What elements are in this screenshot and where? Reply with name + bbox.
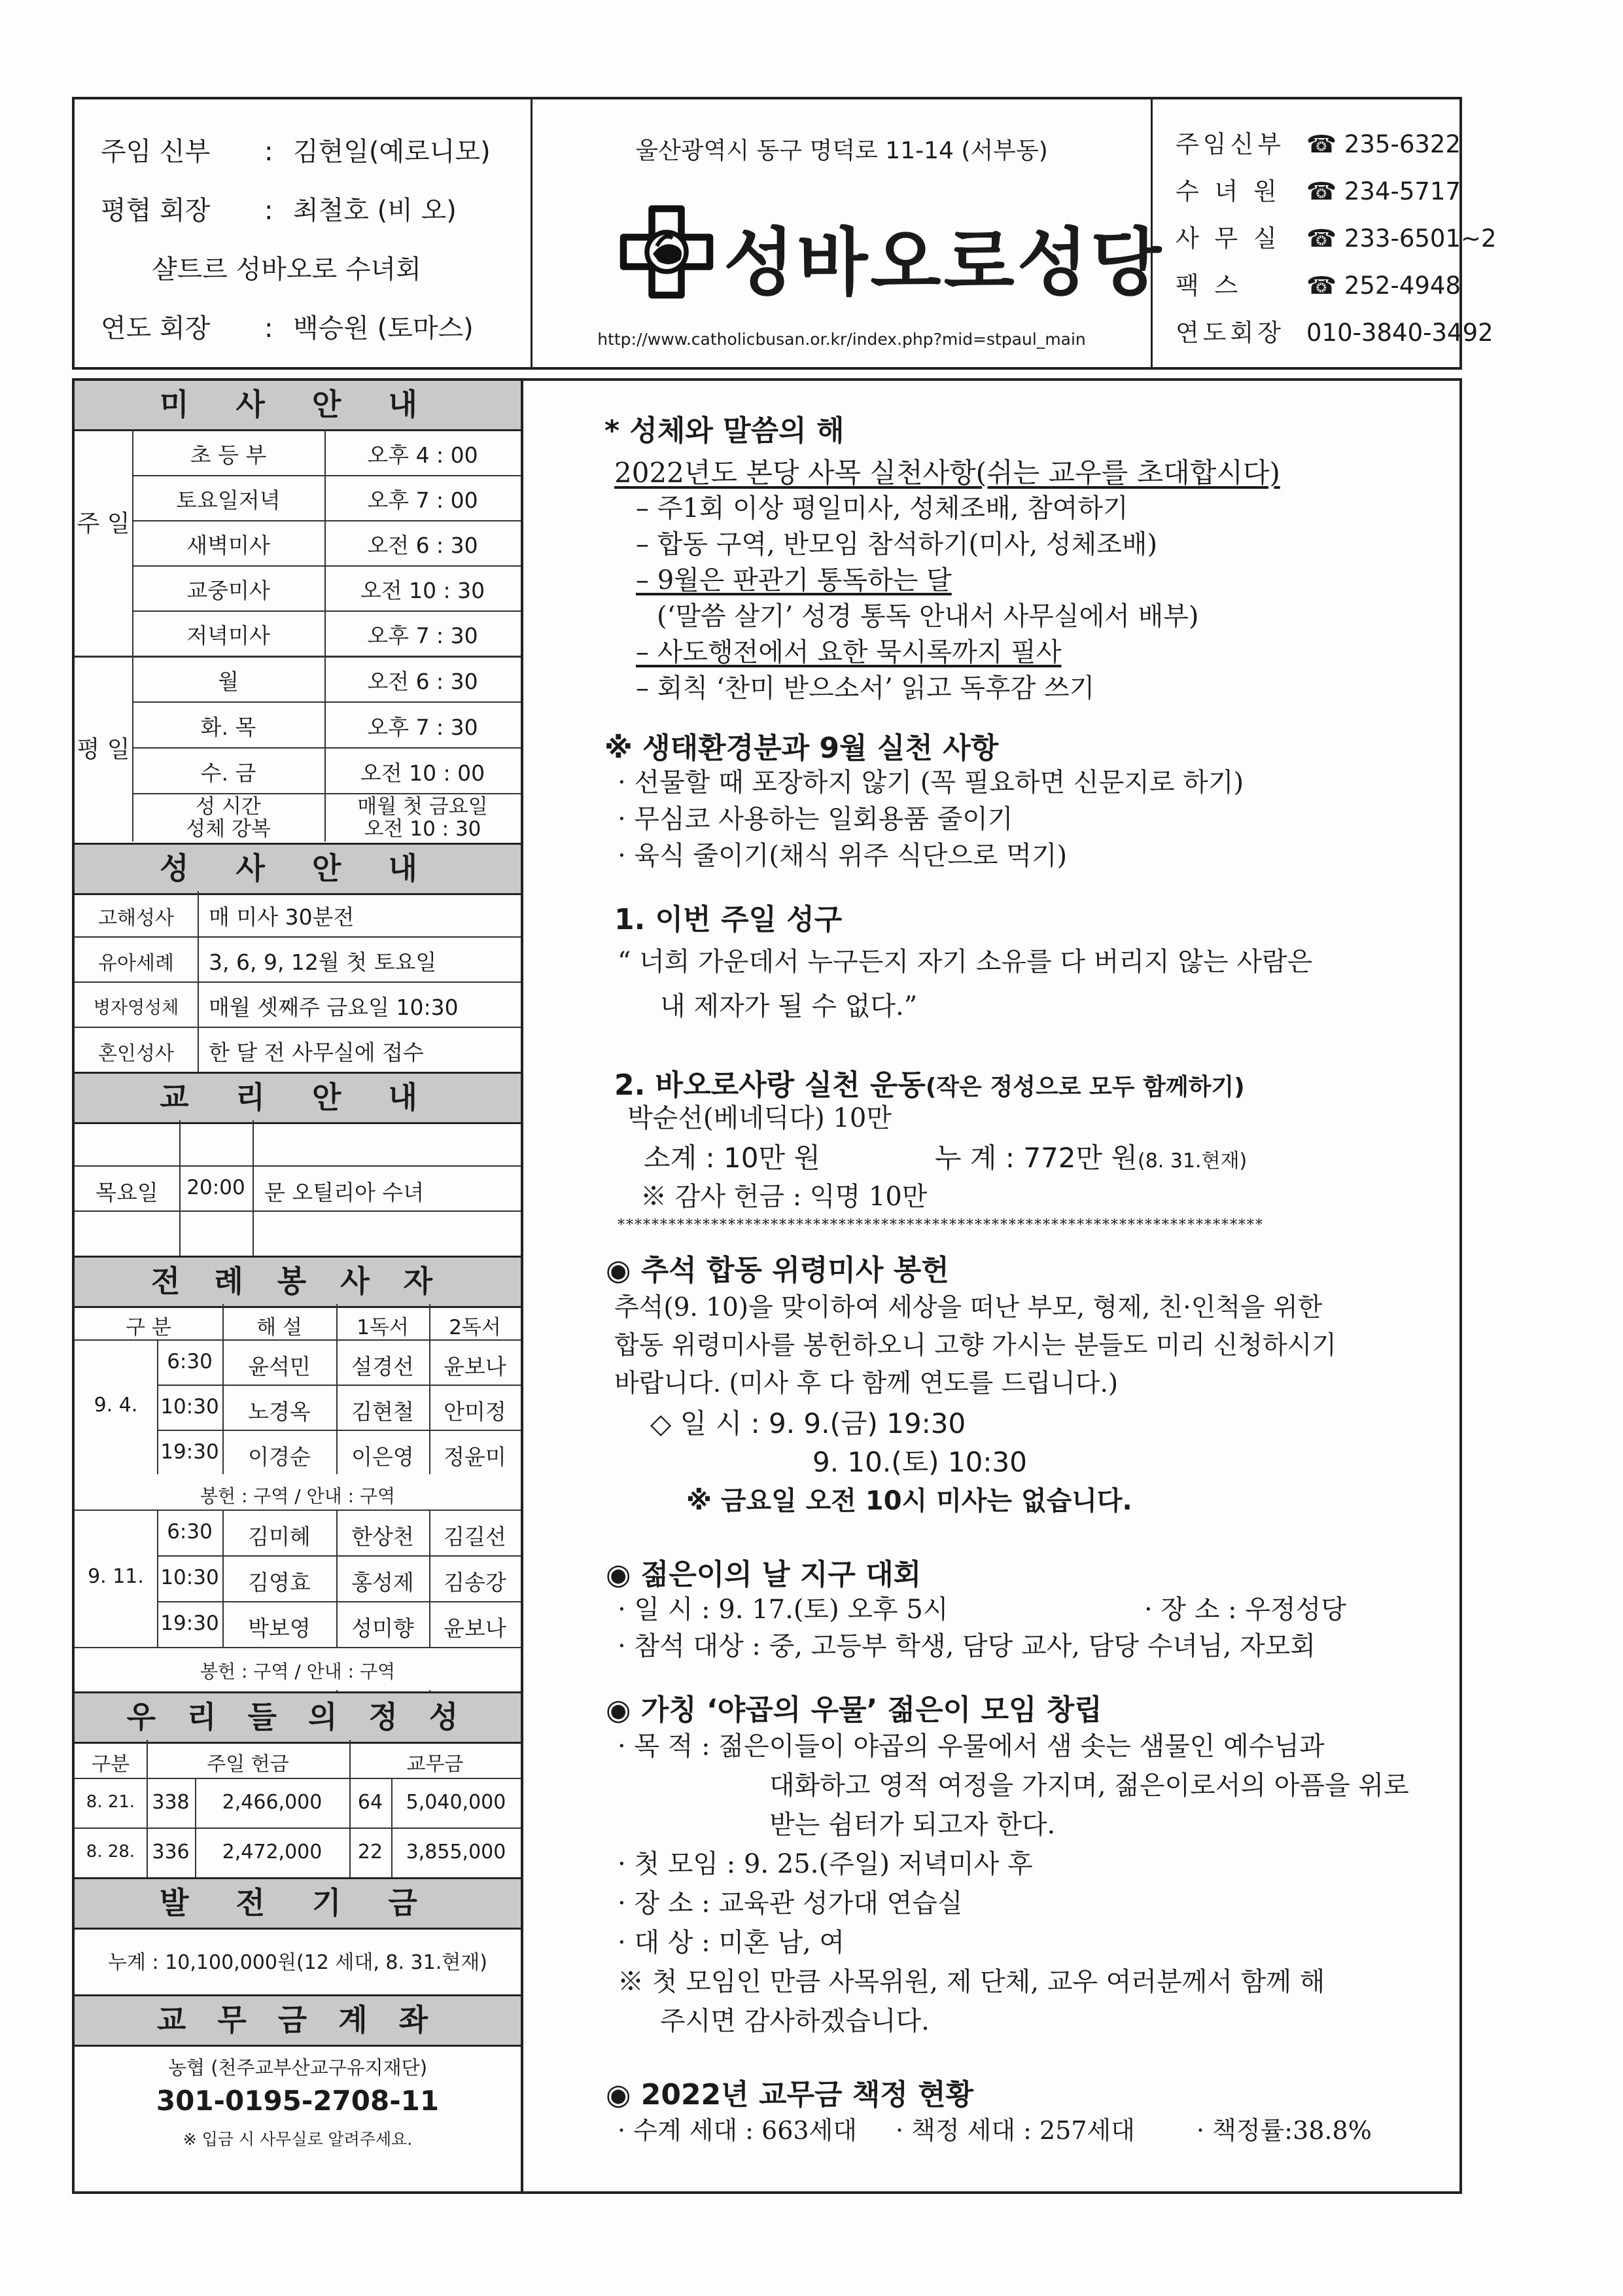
youth-date: · 일 시 : 9. 17.(토) 오후 5시	[618, 1595, 949, 1625]
ministers-reader1: 홍성제	[351, 1570, 414, 1595]
account-bank: 농협 (천주교부산교구유지재단)	[167, 2057, 428, 2079]
youth-title: ◉ 젊은이의 날 지구 대회	[606, 1558, 922, 1591]
section-divider: ****************************************************************************	[618, 1217, 1264, 1233]
jacob-first-meeting: · 첫 모임 : 9. 25.(주일) 저녁미사 후	[618, 1849, 1033, 1879]
offerings-header: 구분	[92, 1753, 130, 1776]
offerings-sunday-amount: 2,466,000	[222, 1791, 323, 1814]
contact-row: 사 무 실 ☎ 233-6501~2	[1176, 224, 1497, 253]
year-item: – 사도행전에서 요한 묵시록까지 필사	[636, 637, 1062, 667]
youth-place: · 장 소 : 우정성당	[1144, 1595, 1346, 1625]
mass-name: 토요일저녁	[176, 487, 281, 513]
catechism-table	[75, 1120, 521, 1256]
offerings-section-title: 우 리 들 의 정 성	[75, 1691, 521, 1744]
offerings-header: 교무금	[406, 1753, 464, 1776]
contact-row: 팩 스 ☎ 252-4948	[1176, 272, 1461, 300]
sacrament-name: 유아세례	[98, 952, 174, 975]
chuseok-line: 합동 위령미사를 봉헌하오니 고향 가시는 분들도 미리 신청하시기	[614, 1331, 1336, 1360]
ministers-reader2: 정윤미	[444, 1444, 506, 1470]
mass-time: 오전 10 : 30	[360, 578, 485, 603]
offerings-sunday-count: 336	[152, 1841, 190, 1863]
sunday-label: 주 일	[77, 510, 130, 537]
contact-row: 주임신부 ☎ 235-6322	[1176, 130, 1461, 158]
mass-time: 매월 첫 금요일 오전 10 : 30	[357, 795, 488, 841]
ministers-date: 9. 4.	[94, 1394, 138, 1417]
mass-section-title: 미 사 안 내	[75, 381, 521, 431]
catechism-time: 20:00	[186, 1176, 245, 1199]
love-total: 누 계 : 772만 원(8. 31.현재)	[935, 1142, 1248, 1174]
ministers-commentator: 박보영	[248, 1616, 311, 1641]
ministers-reader2: 김길선	[444, 1524, 506, 1549]
year-item: – 주1회 이상 평일미사, 성체조배, 참여하기	[636, 493, 1128, 523]
ministers-time: 19:30	[160, 1612, 219, 1635]
ministers-date: 9. 11.	[88, 1565, 144, 1588]
ministers-time: 10:30	[160, 1395, 219, 1419]
ministers-header: 구 분	[126, 1316, 171, 1339]
offerings-dues-count: 22	[357, 1841, 383, 1863]
mass-time: 오후 7 : 30	[367, 623, 478, 648]
love-donor: 박순선(베네딕다) 10만	[627, 1103, 892, 1133]
church-logo	[532, 198, 1164, 306]
year-subtitle: 2022년도 본당 사목 실천사항(쉬는 교우를 초대합시다)	[614, 457, 1280, 489]
sacrament-info: 3, 6, 9, 12월 첫 토요일	[209, 949, 437, 975]
header-staff-row: 주임 신부 : 김현일(예로니모)	[101, 137, 491, 167]
ministers-commentator: 김영효	[248, 1570, 311, 1595]
youth-target: · 참석 대상 : 중, 고등부 학생, 담당 교사, 담당 수녀님, 자모회	[618, 1631, 1316, 1661]
contact-row: 연도회장 010-3840-3492	[1176, 319, 1493, 347]
cross-dove-icon	[618, 203, 716, 301]
mass-time: 오전 6 : 30	[367, 533, 478, 558]
chuseok-line: 바랍니다. (미사 후 다 함께 연도를 드립니다.)	[614, 1369, 1119, 1398]
header-staff-row: 연도 회장 : 백승원 (토마스)	[101, 313, 474, 344]
jacob-purpose: · 목 적 : 젊은이들이 야곱의 우물에서 샘 솟는 샘물인 예수님과	[618, 1731, 1325, 1761]
ministers-time: 6:30	[167, 1350, 213, 1373]
ministers-reader1: 성미향	[351, 1616, 414, 1641]
jacob-note: ※ 첫 모임인 만큼 사목위원, 제 단체, 교우 여러분께서 함께 해	[618, 1967, 1325, 1997]
ministers-time: 6:30	[167, 1520, 213, 1544]
verse-line: 내 제자가 될 수 없다.”	[660, 991, 918, 1021]
sacrament-table	[75, 891, 521, 1072]
jacob-target: · 대 상 : 미혼 남, 여	[618, 1928, 845, 1958]
ministers-reader2: 윤보나	[444, 1616, 506, 1641]
sacrament-info: 매 미사 30분전	[209, 904, 355, 930]
catechism-teacher: 문 오틸리아 수녀	[264, 1180, 425, 1205]
fund-section-title: 발 전 기 금	[75, 1877, 521, 1930]
ministers-commentator: 김미혜	[248, 1524, 311, 1549]
weekday-label: 평 일	[77, 736, 130, 763]
ministers-reader2: 김송강	[444, 1570, 506, 1595]
offerings-table	[75, 1740, 521, 1877]
offerings-dues-amount: 3,855,000	[406, 1841, 506, 1863]
mass-time: 오전 6 : 30	[367, 669, 478, 694]
header-contacts-box	[1153, 99, 1497, 367]
contact-row: 수 녀 원 ☎ 234-5717	[1176, 177, 1461, 205]
ministers-commentator: 윤석민	[248, 1354, 311, 1379]
chuseok-line: 추석(9. 10)을 맞이하여 세상을 떠난 부모, 형제, 친·인척을 위한	[614, 1293, 1323, 1322]
sacrament-name: 혼인성사	[98, 1042, 174, 1065]
account-number: 301-0195-2708-11	[156, 2085, 440, 2117]
sacrament-info: 매월 셋째주 금요일 10:30	[209, 995, 459, 1020]
ministers-table	[75, 1304, 521, 1691]
sacrament-name: 병자영성체	[93, 998, 179, 1018]
mass-name: 교중미사	[186, 578, 270, 603]
dues-set-households: · 책정 세대 : 257세대	[896, 2116, 1135, 2145]
year-item: – 합동 구역, 반모임 참석하기(미사, 성체조배)	[636, 529, 1158, 559]
ministers-header: 2독서	[449, 1316, 501, 1339]
church-url: http://www.catholicbusan.or.kr/index.php?mid=stpaul_main	[597, 330, 1086, 349]
verse-line: “ 너희 가운데서 누구든지 자기 소유를 다 버리지 않는 사람은	[618, 947, 1313, 977]
right-column	[532, 381, 1460, 2191]
dues-total-households: · 수계 세대 : 663세대	[618, 2116, 857, 2145]
mass-name: 초 등 부	[190, 442, 267, 468]
year-item: (‘말씀 살기’ 성경 통독 안내서 사무실에서 배부)	[657, 601, 1199, 631]
jacob-purpose: 대화하고 영적 여정을 가지며, 젊은이로서의 아픔을 위로	[769, 1771, 1409, 1801]
verse-title: 1. 이번 주일 성구	[614, 903, 843, 936]
year-item: – 9월은 판관기 통독하는 달	[636, 565, 952, 595]
ministers-header: 1독서	[357, 1316, 409, 1339]
ministers-time: 19:30	[160, 1440, 219, 1464]
year-title: * 성체와 말씀의 해	[604, 414, 845, 448]
mass-name: 성 시간 성체 강복	[186, 795, 271, 841]
eco-item: · 무심코 사용하는 일회용품 줄이기	[618, 804, 1013, 834]
offerings-sunday-amount: 2,472,000	[222, 1841, 323, 1863]
ministers-reader1: 김현철	[351, 1399, 414, 1424]
love-title: 2. 바오로사랑 실천 운동(작은 정성으로 모두 함께하기)	[614, 1069, 1245, 1102]
mass-name: 월	[218, 669, 239, 694]
jacob-title: ◉ 가칭 ‘야곱의 우물’ 젊은이 모임 창립	[606, 1693, 1102, 1727]
chuseok-date: 9. 10.(토) 10:30	[812, 1446, 1027, 1478]
ministers-reader2: 안미정	[444, 1399, 506, 1424]
sacrament-info: 한 달 전 사무실에 접수	[209, 1040, 424, 1065]
header-title-box	[532, 99, 1164, 367]
catechism-day: 목요일	[96, 1180, 158, 1205]
chuseok-date: ◇ 일 시 : 9. 9.(금) 19:30	[650, 1407, 966, 1439]
mass-time: 오후 7 : 00	[367, 487, 478, 513]
mass-name: 새벽미사	[186, 533, 270, 558]
chuseok-title: ◉ 추석 합동 위령미사 봉헌	[606, 1254, 949, 1287]
ministers-section-title: 전 례 봉 사 자	[75, 1256, 521, 1308]
ministers-commentator: 이경순	[248, 1444, 311, 1470]
love-thanks: ※ 감사 헌금 : 익명 10만	[640, 1182, 928, 1212]
ministers-commentator: 노경옥	[248, 1399, 311, 1424]
header-staff-row: 평협 회장 : 최철호 (비 오)	[101, 196, 457, 226]
ministers-note: 봉헌 : 구역 / 안내 : 구역	[200, 1485, 396, 1507]
header-staff-row: 샬트르 성바오로 수녀회	[152, 255, 421, 285]
catechism-section-title: 교 리 안 내	[75, 1072, 521, 1124]
mass-table	[75, 429, 521, 841]
eco-title: ※ 생태환경분과 9월 실천 사항	[604, 732, 999, 765]
ministers-reader1: 한상천	[351, 1524, 414, 1549]
love-subtotal: 소계 : 10만 원	[644, 1142, 820, 1174]
bulletin-body	[72, 378, 1462, 2194]
ministers-reader1: 설경선	[351, 1354, 414, 1379]
header-staff-box	[75, 99, 532, 367]
account-note: ※ 입금 시 사무실로 알려주세요.	[183, 2130, 413, 2149]
ministers-note: 봉헌 : 구역 / 안내 : 구역	[200, 1661, 396, 1682]
ministers-reader1: 이은영	[351, 1444, 414, 1470]
mass-name: 수. 금	[200, 760, 256, 786]
eco-item: · 선물할 때 포장하지 않기 (꼭 필요하면 신문지로 하기)	[618, 768, 1244, 798]
mass-time: 오후 4 : 00	[367, 442, 478, 468]
offerings-date: 8. 28.	[86, 1842, 135, 1862]
jacob-note: 주시면 감사하겠습니다.	[660, 2006, 930, 2036]
dues-rate: · 책정률:38.8%	[1196, 2116, 1372, 2145]
sacrament-section-title: 성 사 안 내	[75, 843, 521, 895]
dues-title: ◉ 2022년 교무금 책정 현황	[606, 2078, 974, 2111]
account-section-title: 교 무 금 계 좌	[75, 1994, 521, 2047]
left-column	[75, 381, 523, 2191]
offerings-dues-count: 64	[357, 1791, 383, 1814]
jacob-place: · 장 소 : 교육관 성가대 연습실	[618, 1888, 963, 1918]
church-name: 성바오로성당	[724, 221, 1164, 306]
offerings-sunday-count: 338	[152, 1791, 190, 1814]
ministers-header: 해 설	[256, 1316, 302, 1339]
fund-total: 누계 : 10,100,000원(12 세대, 8. 31.현재)	[108, 1951, 487, 1974]
offerings-date: 8. 21.	[86, 1792, 135, 1812]
mass-time: 오전 10 : 00	[360, 760, 485, 786]
mass-time: 오후 7 : 30	[367, 715, 478, 740]
offerings-header: 주일 헌금	[207, 1753, 289, 1776]
offerings-dues-amount: 5,040,000	[406, 1791, 506, 1814]
eco-item: · 육식 줄이기(채식 위주 식단으로 먹기)	[618, 841, 1068, 871]
ministers-reader2: 윤보나	[444, 1354, 506, 1379]
bulletin-header	[72, 97, 1497, 370]
jacob-purpose: 받는 쉼터가 되고자 한다.	[769, 1810, 1056, 1840]
year-item: – 회칙 ‘찬미 받으소서’ 읽고 독후감 쓰기	[636, 673, 1095, 703]
mass-name: 화. 목	[200, 715, 256, 740]
ministers-time: 10:30	[160, 1566, 219, 1589]
sacrament-name: 고해성사	[98, 907, 174, 930]
chuseok-note: ※ 금요일 오전 10시 미사는 없습니다.	[686, 1486, 1132, 1516]
church-address: 울산광역시 동구 명덕로 11-14 (서부동)	[635, 137, 1048, 164]
mass-name: 저녁미사	[186, 623, 270, 648]
